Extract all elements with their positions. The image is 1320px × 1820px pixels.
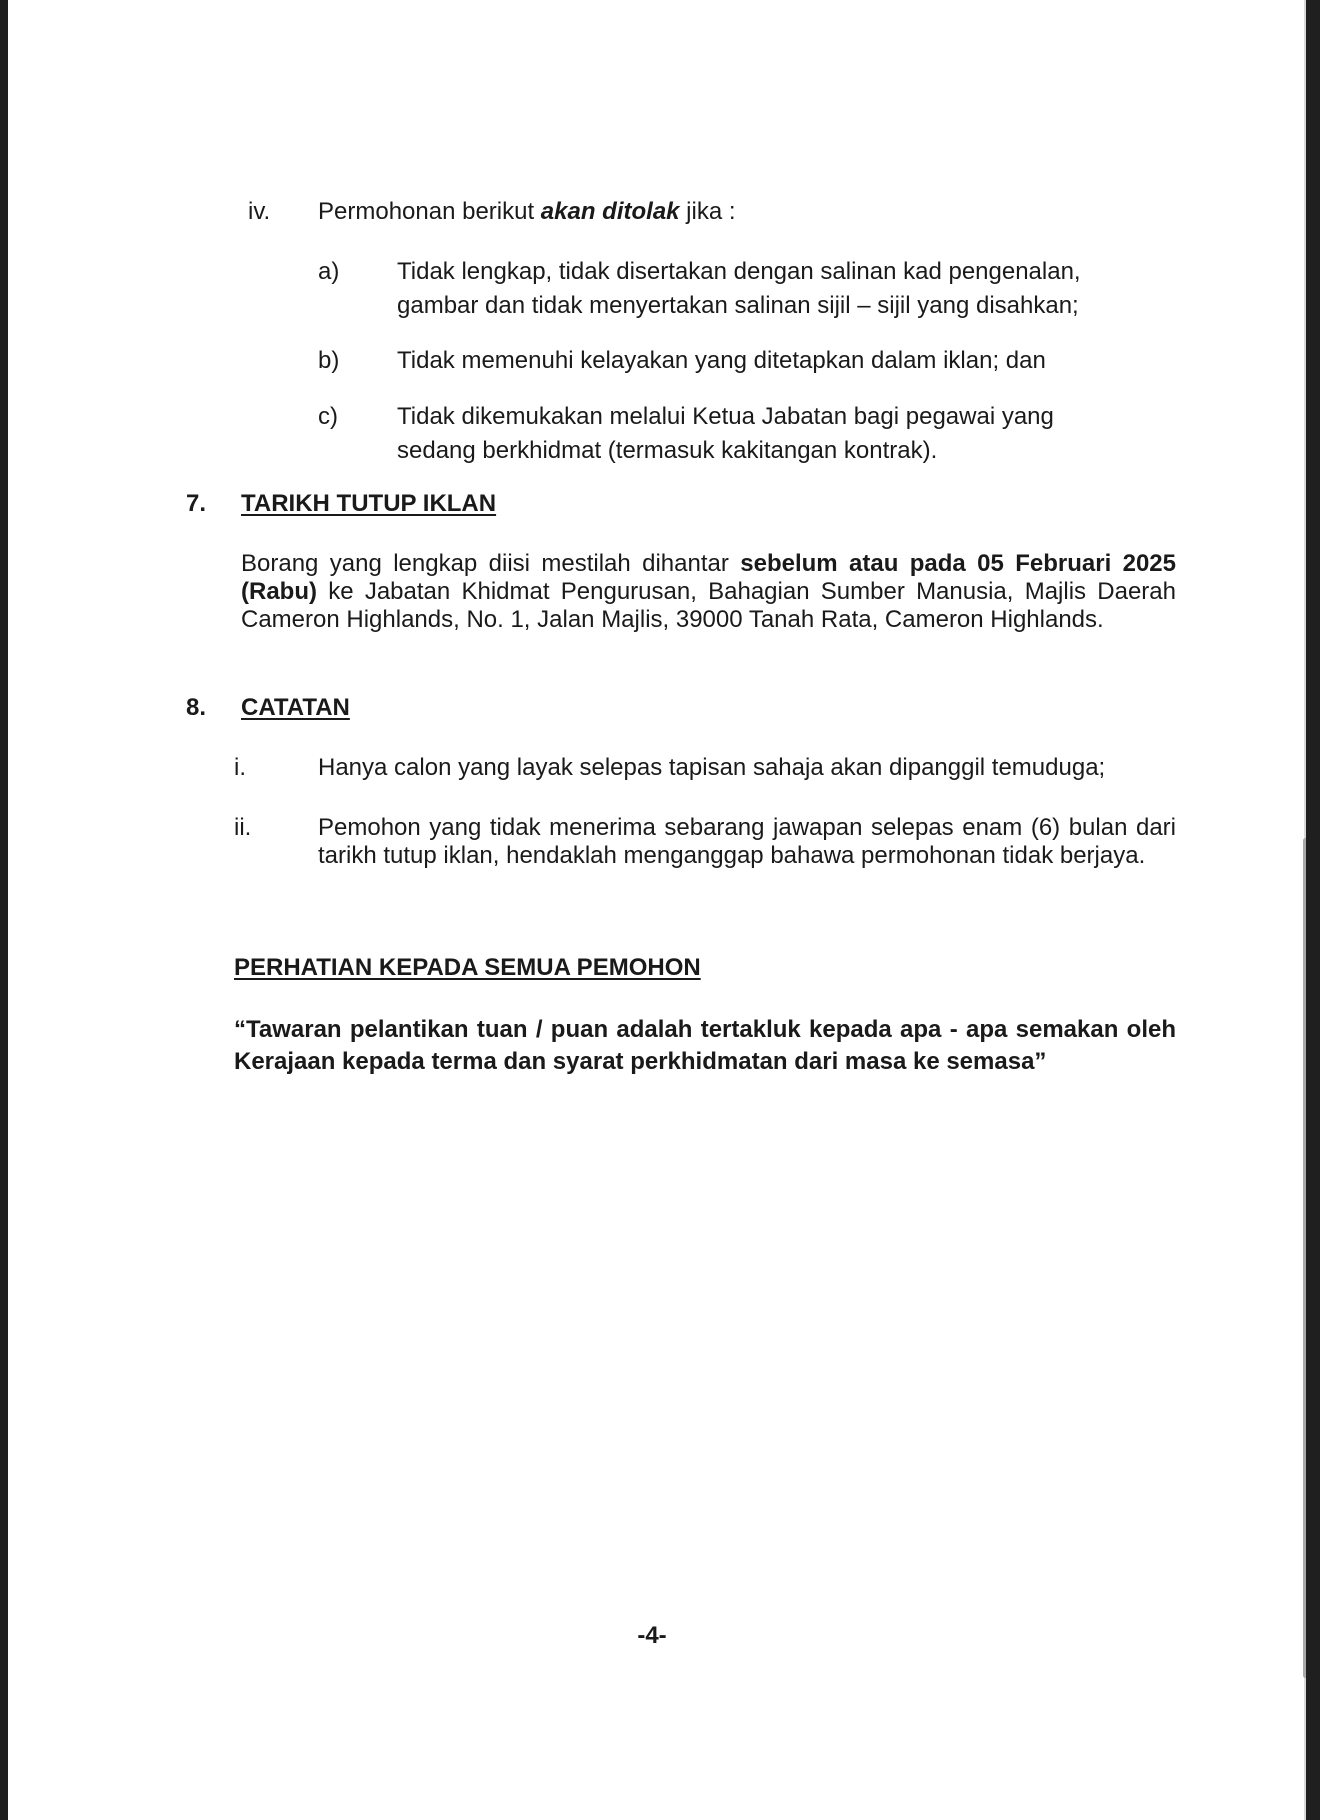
subitem-c-line-1: Tidak dikemukakan melalui Ketua Jabatan bagi pegawai yang (397, 403, 1054, 430)
section-7-para-end: ke Jabatan Khidmat Pengurusan, Bahagian Sumber Manusia, Majlis Daerah Cameron Highlands, No. 1, Jalan Majlis, 39000 Tanah Rata, Cameron Highlands. (241, 578, 1176, 633)
section-7-para-start: Borang yang lengkap diisi mestilah dihantar (241, 550, 741, 577)
subitem-c-line-2: sedang berkhidmat (termasuk kakitangan kontrak). (397, 437, 938, 464)
section-7-paragraph (241, 550, 1176, 634)
item-iv-text-before: Permohonan berikut (318, 198, 541, 225)
item-iv-text (318, 198, 736, 226)
viewer-right-edge (1306, 0, 1320, 1820)
subitem-c-marker: c) (318, 403, 338, 430)
item-iv-text-after: jika : (679, 198, 736, 225)
subitem-b-line-1: Tidak memenuhi kelayakan yang ditetapkan dalam iklan; dan (397, 347, 1046, 374)
catatan-item-ii-marker: ii. (234, 814, 252, 841)
section-7-number: 7. (186, 490, 207, 517)
subitem-a-marker: a) (318, 258, 340, 285)
section-8-heading: CATATAN (241, 694, 350, 721)
page-number: -4- (637, 1622, 667, 1649)
catatan-item-i-marker: i. (234, 754, 246, 781)
notice-heading: PERHATIAN KEPADA SEMUA PEMOHON (234, 954, 701, 981)
subitem-a-line-1: Tidak lengkap, tidak disertakan dengan salinan kad pengenalan, (397, 258, 1081, 285)
catatan-item-i-text: Hanya calon yang layak selepas tapisan sahaja akan dipanggil temuduga; (318, 754, 1106, 781)
document-page (8, 0, 1296, 1820)
item-iv-emphasis: akan ditolak (540, 198, 680, 225)
subitem-b-marker: b) (318, 347, 340, 374)
catatan-item-ii-text: Pemohon yang tidak menerima sebarang jawapan selepas enam (6) bulan dari tarikh tutup iklan, hendaklah menganggap bahawa permohonan tidak berjaya. (318, 814, 1176, 869)
section-7-para-deadline: sebelum atau pada 05 Februari 2025 (Rabu) (241, 550, 1177, 605)
section-7-heading: TARIKH TUTUP IKLAN (241, 490, 497, 517)
section-8-number: 8. (186, 694, 207, 721)
viewer-left-edge (0, 0, 8, 1820)
notice-text: “Tawaran pelantikan tuan / puan adalah tertakluk kepada apa - apa semakan oleh Kerajaan kepada terma dan syarat perkhidmatan dari masa ke semasa” (234, 1016, 1176, 1075)
item-iv-marker: iv. (248, 198, 271, 225)
subitem-a-line-2: gambar dan tidak menyertakan salinan sijil – sijil yang disahkan; (397, 292, 1079, 319)
